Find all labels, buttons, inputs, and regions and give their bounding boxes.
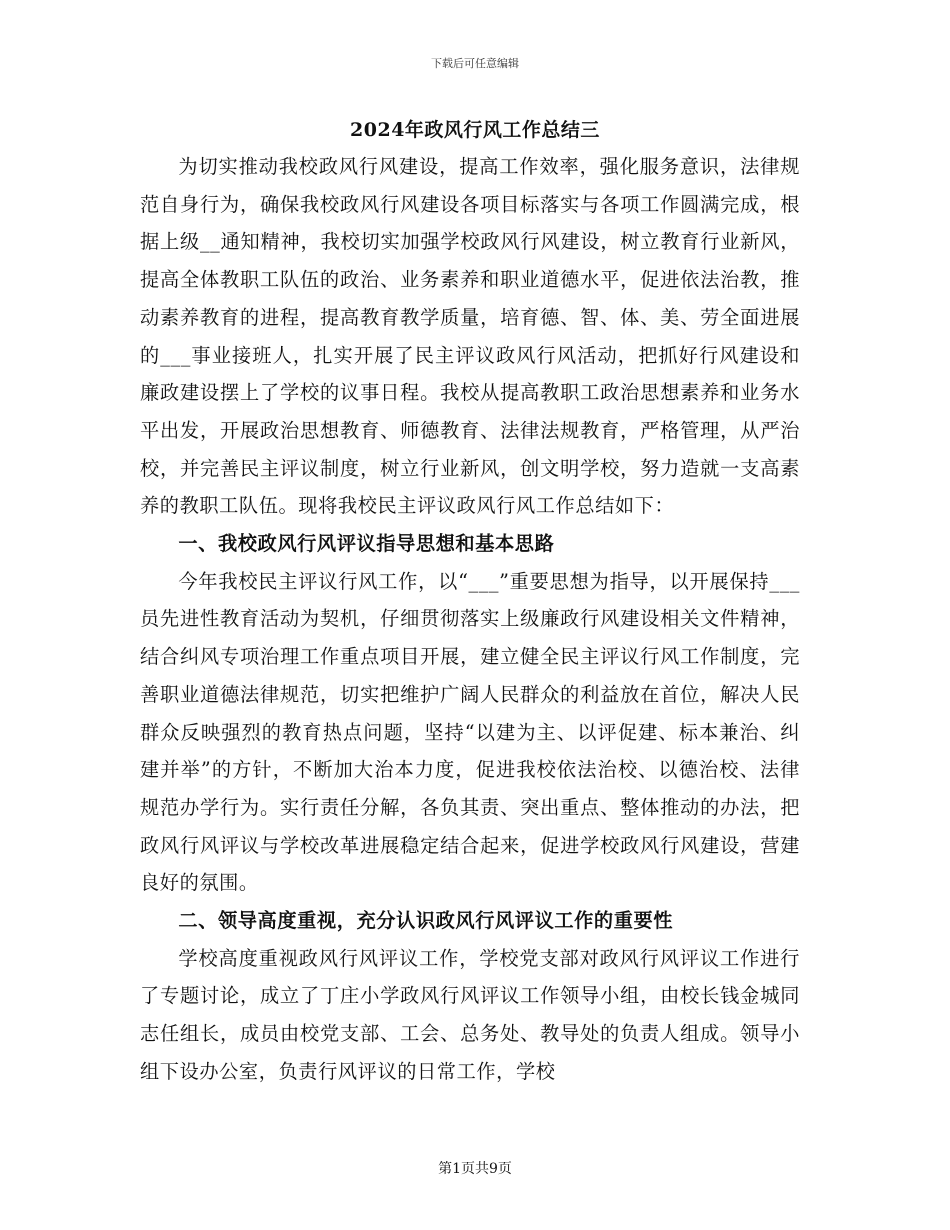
document-title: 2024年政风行风工作总结三 <box>350 119 600 141</box>
section-2-paragraph: 学校高度重视政风行风评议工作，学校党支部对政风行风评议工作进行了专题讨论，成立了丁庄小学政风行风评议工作领导小组，由校长钱金城同志任组长，成员由校党支部、工会、总务处、教导处的负责人组成。领导小组下设办公室，负责行风评议的日常工作，学校 <box>140 946 800 1083</box>
page-header-note: 下载后可任意编辑 <box>431 57 519 70</box>
section-1-paragraph: 今年我校民主评议行风工作，以“___”重要思想为指导，以开展保持___员先进性教育活动为契机，仔细贯彻落实上级廉政行风建设相关文件精神，结合纠风专项治理工作重点项目开展，建立健全民主评议行风工作制度，完善职业道德法律规范，切实把维护广阔人民群众的利益放在首位，解决人民群众反映强烈的教育热点问题，坚持“以建为主、以评促建、标本兼治、纠建并举”的方针，不断加大治本力度，促进我校依法治校、以德治校、法律规范办学行为。实行责任分解，各负其责、突出重点、整体推动的办法，把政风行风评议与学校改革进展稳定结合起来，促进学校政风行风建设，营建良好的氛围。 <box>140 569 800 895</box>
section-2-heading: 二、领导高度重视，充分认识政风行风评议工作的重要性 <box>178 909 674 933</box>
document-body <box>140 148 800 1091</box>
section-1-heading: 一、我校政风行风评议指导思想和基本思路 <box>178 532 555 556</box>
intro-paragraph: 为切实推动我校政风行风建设，提高工作效率，强化服务意识，法律规范自身行为，确保我校政风行风建设各项目标落实与各项工作圆满完成，根据上级__通知精神，我校切实加强学校政风行风建设，树立教育行业新风，提高全体教职工队伍的政治、业务素养和职业道德水平，促进依法治教，推动素养教育的进程，提高教育教学质量，培育德、智、体、美、劳全面进展的___事业接班人，扎实开展了民主评议政风行风活动，把抓好行风建设和廉政建设摆上了学校的议事日程。我校从提高教职工政治思想素养和业务水平出发，开展政治思想教育、师德教育、法律法规教育，严格管理，从严治校，并完善民主评议制度，树立行业新风，创文明学校，努力造就一支高素养的教职工队伍。现将我校民主评议政风行风工作总结如下： <box>140 155 800 518</box>
page-number-footer: 第1页共9页 <box>438 1161 512 1177</box>
